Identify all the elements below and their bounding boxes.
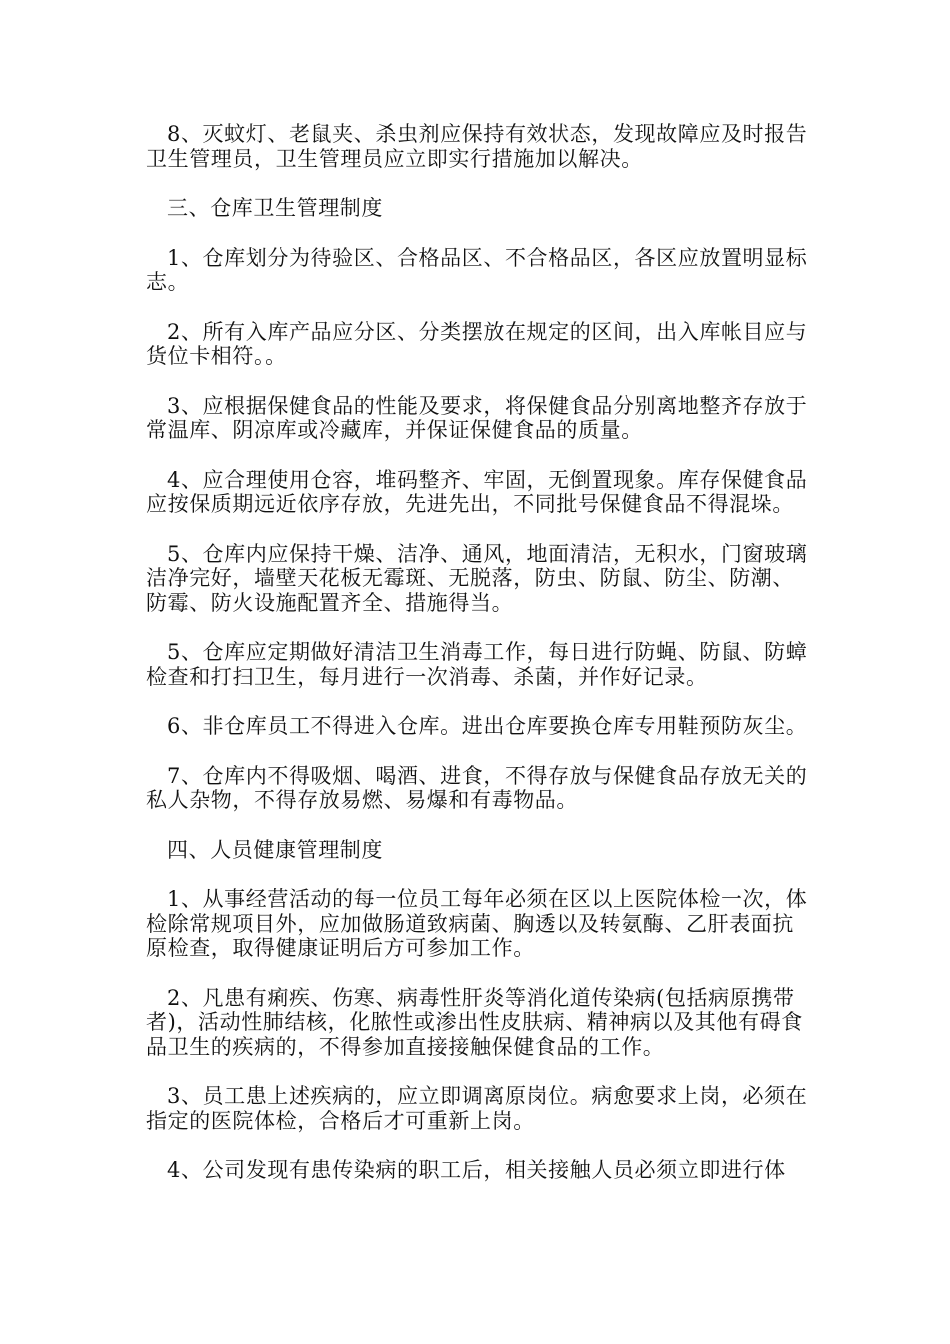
- paragraph-health-1: 1、从事经营活动的每一位员工每年必须在区以上医院体检一次，体检除常规项目外，应加做肠道致病菌、胸透以及转氨酶、乙肝表面抗原检查，取得健康证明后方可参加工作。: [146, 887, 808, 960]
- paragraph-warehouse-7: 7、仓库内不得吸烟、喝酒、进食，不得存放与保健食品存放无关的私人杂物，不得存放易燃、易爆和有毒物品。: [146, 763, 808, 812]
- section-heading-warehouse-hygiene: 三、仓库卫生管理制度: [167, 196, 383, 220]
- paragraph-warehouse-3: 3、应根据保健食品的性能及要求，将保健食品分别离地整齐存放于常温库、阴凉库或冷藏库，并保证保健食品的质量。: [146, 393, 808, 442]
- paragraph-health-2: 2、凡患有痢疾、伤寒、病毒性肝炎等消化道传染病(包括病原携带者)，活动性肺结核，化脓性或渗出性皮肤病、精神病以及其他有碍食品卫生的疾病的，不得参加直接接触保健食品的工作。: [146, 985, 803, 1059]
- paragraph-health-3: 3、员工患上述疾病的，应立即调离原岗位。病愈要求上岗，必须在指定的医院体检，合格后才可重新上岗。: [146, 1084, 808, 1133]
- section-heading-staff-health: 四、人员健康管理制度: [167, 837, 383, 862]
- document-body: [146, 122, 814, 1208]
- paragraph-warehouse-5a: 5、仓库内应保持干燥、洁净、通风，地面清洁，无积水，门窗玻璃洁净完好，墙壁天花板无霉斑、无脱落，防虫、防鼠、防尘、防潮、防霉、防火设施配置齐全、措施得当。: [146, 541, 808, 615]
- paragraph-warehouse-5b: 5、仓库应定期做好清洁卫生消毒工作，每日进行防蝇、防鼠、防蟑检查和打扫卫生，每月进行一次消毒、杀菌，并作好记录。: [146, 640, 808, 689]
- paragraph-warehouse-6: 6、非仓库员工不得进入仓库。进出仓库要换仓库专用鞋预防灰尘。: [167, 714, 808, 738]
- paragraph-warehouse-4: 4、应合理使用仓容，堆码整齐、牢固，无倒置现象。库存保健食品应按保质期远近依序存放，先进先出，不同批号保健食品不得混垛。: [146, 467, 808, 516]
- paragraph-item-8-pest-control: 8、灭蚊灯、老鼠夹、杀虫剂应保持有效状态，发现故障应及时报告卫生管理员，卫生管理员应立即实行措施加以解决。: [146, 122, 808, 171]
- paragraph-warehouse-1: 1、仓库划分为待验区、合格品区、不合格品区，各区应放置明显标志。: [146, 245, 808, 294]
- paragraph-health-4: 4、公司发现有患传染病的职工后，相关接触人员必须立即进行体: [167, 1158, 786, 1182]
- paragraph-warehouse-2: 2、所有入库产品应分区、分类摆放在规定的区间，出入库帐目应与货位卡相符。。: [146, 319, 808, 368]
